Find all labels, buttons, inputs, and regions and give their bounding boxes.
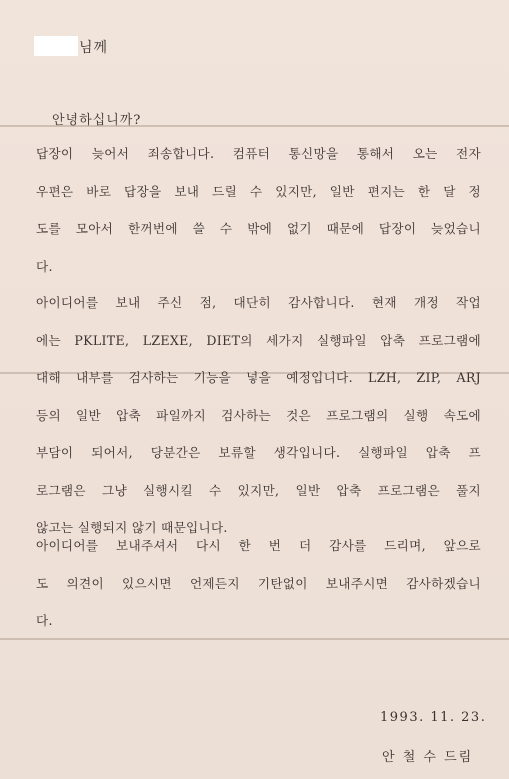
text-line: 도 의견이 있으시면 언제든지 기탄없이 보내주시면 감사하겠습니	[36, 575, 481, 591]
text-line: 다.	[36, 613, 53, 628]
text-line: 아이디어를 보내주셔서 다시 한 번 더 감사를 드리며, 앞으로	[36, 538, 481, 553]
text-line: 도를 모아서 한꺼번에 쓸 수 밖에 없기 때문에 답장이 늦었습니	[36, 221, 481, 236]
text-line: 답장이 늦어서 죄송합니다. 컴퓨터 통신망을 통해서 오는 전자	[36, 146, 481, 161]
text-line: 아이디어를 보내 주신 점, 대단히 감사합니다. 현재 개정 작업	[36, 295, 481, 310]
recipient-suffix: 님께	[79, 40, 109, 56]
text-line: 우편은 바로 답장을 보내 드릴 수 있지만, 일반 편지는 한 달 정	[36, 183, 481, 199]
text-line: 등의 일반 압축 파일까지 검사하는 것은 프로그램의 실행 속도에	[36, 407, 481, 423]
signature: 안 철 수 드림	[382, 750, 474, 765]
paragraph-3	[36, 527, 481, 640]
text-line: 에는 PKLITE, LZEXE, DIET의 세가지 실행파일 압축 프로그램에	[36, 332, 481, 348]
greeting: 안녕하십니까?	[52, 113, 142, 128]
text-line: 대해 내부를 검사하는 기능을 넣을 예정입니다. LZH, ZIP, ARJ	[36, 370, 481, 385]
letter-date: 1993. 11. 23.	[380, 710, 487, 725]
text-line: 로그램은 그냥 실행시킬 수 있지만, 일반 압축 프로그램은 풀지	[36, 482, 481, 498]
text-line: 부담이 되어서, 당분간은 보류할 생각입니다. 실행파일 압축 프	[36, 445, 481, 460]
paragraph-2	[36, 284, 481, 547]
text-line: 다.	[36, 258, 53, 274]
text-line: 않고는 실행되지 않기 때문입니다.	[36, 520, 228, 535]
paragraph-1	[36, 135, 481, 285]
redacted-recipient-name	[34, 36, 78, 56]
